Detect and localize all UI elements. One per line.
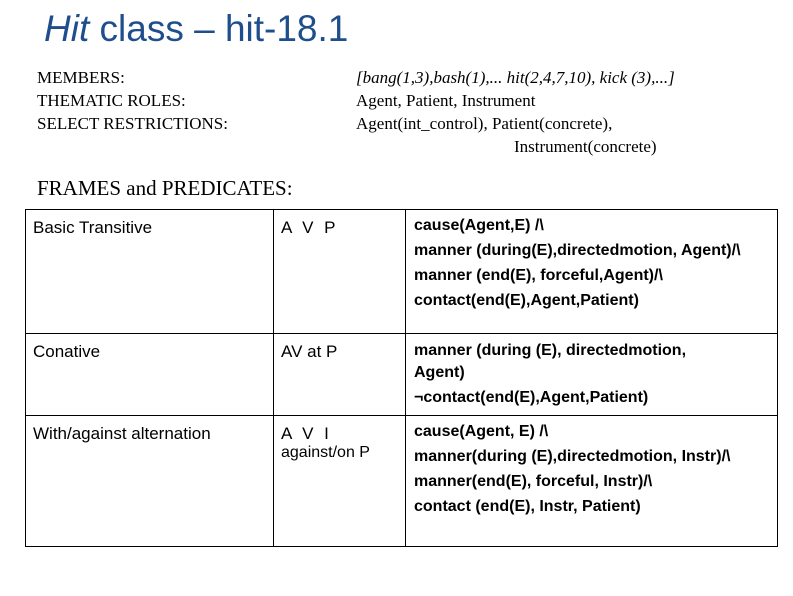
frame-predicates xyxy=(406,416,778,547)
frame-syntax: A V P xyxy=(274,210,406,334)
frames-table xyxy=(25,209,778,547)
title-italic: Hit xyxy=(44,8,90,49)
frame-syntax xyxy=(274,416,406,547)
frames-heading: FRAMES and PREDICATES: xyxy=(37,176,293,200)
predicate-line: manner (during (E), directedmotion, xyxy=(414,342,687,359)
frame-predicates xyxy=(406,334,778,416)
predicate-line: Agent) xyxy=(414,364,465,381)
table-row xyxy=(26,416,778,547)
members-label: MEMBERS: xyxy=(37,68,125,87)
frame-syntax-line: A V I xyxy=(281,424,332,443)
predicate-line: contact (end(E), Instr, Patient) xyxy=(414,498,641,515)
predicate-line: manner (during(E),directedmotion, Agent)/\ xyxy=(414,242,741,259)
title-rest: class – hit-18.1 xyxy=(99,8,349,49)
predicate-line: cause(Agent, E) /\ xyxy=(414,423,549,440)
header-labels xyxy=(37,66,228,135)
predicate-line: manner(end(E), forceful, Instr)/\ xyxy=(414,473,653,490)
table-row xyxy=(26,210,778,334)
predicate-line: manner(during (E),directedmotion, Instr)/\ xyxy=(414,448,731,465)
predicate-line: contact(end(E),Agent,Patient) xyxy=(414,292,639,309)
predicate-line: cause(Agent,E) /\ xyxy=(414,217,544,234)
thematic-roles-label: THEMATIC ROLES: xyxy=(37,91,186,110)
predicate-line: ¬contact(end(E),Agent,Patient) xyxy=(414,389,649,406)
select-restrictions-label: SELECT RESTRICTIONS: xyxy=(37,114,228,133)
select-restrictions-value-2: Instrument(concrete) xyxy=(514,137,657,156)
members-value: [bang(1,3),bash(1),... hit(2,4,7,10), kick (3),...] xyxy=(356,68,675,87)
frame-name: Conative xyxy=(26,334,274,416)
frame-name: With/against alternation xyxy=(26,416,274,547)
thematic-roles-value: Agent, Patient, Instrument xyxy=(356,91,536,110)
frame-name: Basic Transitive xyxy=(26,210,274,334)
table-row xyxy=(26,334,778,416)
header-values xyxy=(356,66,675,158)
frame-predicates xyxy=(406,210,778,334)
slide-title xyxy=(44,8,348,50)
frame-syntax: AV at P xyxy=(274,334,406,416)
frame-syntax-line: against/on P xyxy=(281,444,370,461)
select-restrictions-value-1: Agent(int_control), Patient(concrete), xyxy=(356,114,613,133)
predicate-line: manner (end(E), forceful,Agent)/\ xyxy=(414,267,663,284)
